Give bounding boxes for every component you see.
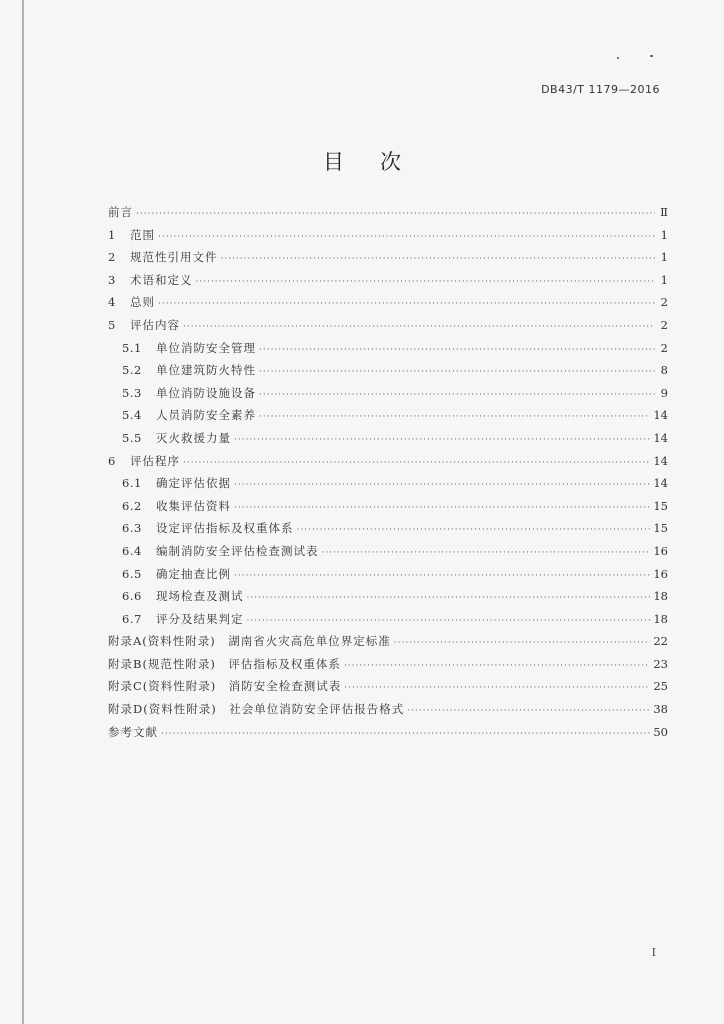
toc-entry[interactable] — [108, 543, 668, 566]
toc-entry-page: 2 — [660, 340, 668, 355]
scan-speck — [617, 57, 619, 59]
toc-entry-label: 附录B(规范性附录) 评估指标及权重体系 — [108, 656, 341, 671]
toc-entry-number: 5.5 — [122, 430, 142, 445]
toc-entry-label: 评估程序 — [130, 453, 180, 468]
toc-entry-label: 确定评估依据 — [156, 476, 231, 491]
toc-entry-page: 23 — [653, 656, 668, 671]
toc-entry[interactable] — [108, 430, 668, 453]
toc-entry-number: 6 — [108, 453, 116, 468]
toc-entry-page: 18 — [653, 611, 668, 626]
toc-entry-page: 1 — [660, 272, 668, 287]
page-number: I — [651, 946, 656, 959]
toc-leader-dots — [158, 232, 655, 242]
table-of-contents — [108, 204, 668, 746]
scan-speck — [650, 55, 653, 57]
toc-entry[interactable] — [108, 340, 668, 363]
toc-entry-label: 附录C(资料性附录) 消防安全检查测试表 — [108, 679, 342, 694]
toc-leader-dots — [259, 367, 655, 377]
toc-entry-page: 1 — [660, 227, 668, 242]
toc-leader-dots — [259, 345, 655, 355]
toc-entry[interactable] — [108, 294, 668, 317]
toc-leader-dots — [234, 571, 650, 581]
toc-entry-label: 术语和定义 — [130, 272, 193, 287]
toc-entry-number: 1 — [108, 227, 116, 242]
toc-entry-page: 14 — [653, 430, 668, 445]
toc-entry[interactable] — [108, 362, 668, 385]
toc-entry-page: 16 — [653, 566, 668, 581]
toc-leader-dots — [394, 638, 651, 648]
toc-leader-dots — [158, 299, 655, 309]
toc-entry-page: 2 — [660, 317, 668, 332]
toc-entry-label: 人员消防安全素养 — [156, 408, 256, 423]
toc-entry-number: 3 — [108, 272, 116, 287]
toc-entry-number: 6.3 — [122, 521, 142, 536]
toc-entry-page: Ⅱ — [660, 205, 668, 219]
page-title: 目次 — [323, 150, 437, 174]
toc-entry-label: 单位建筑防火特性 — [156, 363, 256, 378]
toc-entry[interactable] — [108, 566, 668, 589]
toc-leader-dots — [344, 661, 650, 671]
toc-entry[interactable] — [108, 633, 668, 656]
toc-leader-dots — [407, 706, 650, 716]
toc-entry-label: 附录A(资料性附录) 湖南省火灾高危单位界定标准 — [108, 634, 391, 649]
toc-leader-dots — [259, 390, 655, 400]
toc-entry-page: 1 — [660, 250, 668, 265]
toc-entry-label: 规范性引用文件 — [130, 250, 218, 265]
toc-entry-page: 14 — [653, 453, 668, 468]
toc-leader-dots — [221, 254, 656, 264]
toc-entry-page: 50 — [653, 724, 668, 739]
toc-leader-dots — [161, 729, 650, 739]
toc-entry-page: 18 — [653, 589, 668, 604]
toc-leader-dots — [344, 683, 650, 693]
toc-entry-page: 9 — [660, 385, 668, 400]
toc-entry[interactable] — [108, 701, 668, 724]
document-code: DB43/T 1179—2016 — [541, 83, 660, 96]
toc-leader-dots — [297, 525, 651, 535]
toc-entry[interactable] — [108, 475, 668, 498]
toc-entry-number: 6.1 — [122, 476, 142, 491]
toc-entry[interactable] — [108, 227, 668, 250]
toc-entry-label: 评估内容 — [130, 317, 180, 332]
toc-entry[interactable] — [108, 520, 668, 543]
toc-leader-dots — [136, 209, 655, 219]
toc-leader-dots — [183, 322, 655, 332]
toc-leader-dots — [234, 435, 650, 445]
toc-entry-label: 总则 — [130, 295, 155, 310]
toc-entry[interactable] — [108, 407, 668, 430]
toc-entry[interactable] — [108, 656, 668, 679]
toc-entry-number: 6.4 — [122, 543, 142, 558]
toc-entry-number: 5.3 — [122, 385, 142, 400]
toc-leader-dots — [322, 548, 651, 558]
toc-entry[interactable] — [108, 249, 668, 272]
toc-entry-number: 6.2 — [122, 498, 142, 513]
toc-entry-number: 6.5 — [122, 566, 142, 581]
toc-entry-label: 收集评估资料 — [156, 498, 231, 513]
toc-entry-page: 2 — [660, 295, 668, 310]
toc-entry[interactable] — [108, 272, 668, 295]
toc-leader-dots — [234, 503, 650, 513]
toc-entry-label: 单位消防设施设备 — [156, 385, 256, 400]
toc-entry-label: 范围 — [130, 227, 155, 242]
toc-leader-dots — [247, 616, 651, 626]
toc-entry-number: 5.2 — [122, 363, 142, 378]
toc-entry[interactable] — [108, 317, 668, 340]
toc-entry-number: 6.7 — [122, 611, 142, 626]
toc-entry-number: 5.1 — [122, 340, 142, 355]
toc-entry-page: 15 — [653, 498, 668, 513]
toc-entry-label: 确定抽查比例 — [156, 566, 231, 581]
toc-entry-number: 5.4 — [122, 408, 142, 423]
toc-entry-label: 设定评估指标及权重体系 — [156, 521, 294, 536]
toc-entry-label: 单位消防安全管理 — [156, 340, 256, 355]
toc-leader-dots — [247, 593, 651, 603]
toc-entry-number: 4 — [108, 295, 116, 310]
toc-entry-number: 6.6 — [122, 589, 142, 604]
toc-entry-label: 参考文献 — [108, 724, 158, 739]
toc-entry-page: 22 — [653, 634, 668, 649]
toc-entry-page: 38 — [653, 702, 668, 717]
toc-entry[interactable] — [108, 724, 668, 747]
toc-entry-page: 16 — [653, 543, 668, 558]
toc-entry-label: 灭火救援力量 — [156, 430, 231, 445]
toc-entry-page: 14 — [653, 408, 668, 423]
toc-leader-dots — [196, 277, 656, 287]
toc-entry[interactable] — [108, 678, 668, 701]
toc-entry[interactable] — [108, 385, 668, 408]
toc-leader-dots — [234, 480, 650, 490]
toc-entry[interactable] — [108, 498, 668, 521]
toc-entry[interactable] — [108, 204, 668, 227]
toc-entry-page: 15 — [653, 521, 668, 536]
toc-entry-number: 5 — [108, 317, 116, 332]
toc-entry-page: 14 — [653, 476, 668, 491]
toc-entry[interactable] — [108, 588, 668, 611]
toc-leader-dots — [259, 412, 650, 422]
toc-entry-label: 附录D(资料性附录) 社会单位消防安全评估报告格式 — [108, 702, 405, 717]
toc-entry[interactable] — [108, 453, 668, 476]
toc-entry-number: 2 — [108, 250, 116, 265]
toc-entry[interactable] — [108, 611, 668, 634]
toc-entry-label: 编制消防安全评估检查测试表 — [156, 543, 319, 558]
toc-entry-label: 评分及结果判定 — [156, 611, 244, 626]
toc-leader-dots — [183, 458, 650, 468]
toc-entry-page: 25 — [653, 679, 668, 694]
toc-entry-label: 现场检查及测试 — [156, 589, 244, 604]
toc-entry-page: 8 — [660, 363, 668, 378]
toc-entry-label: 前言 — [108, 205, 133, 219]
